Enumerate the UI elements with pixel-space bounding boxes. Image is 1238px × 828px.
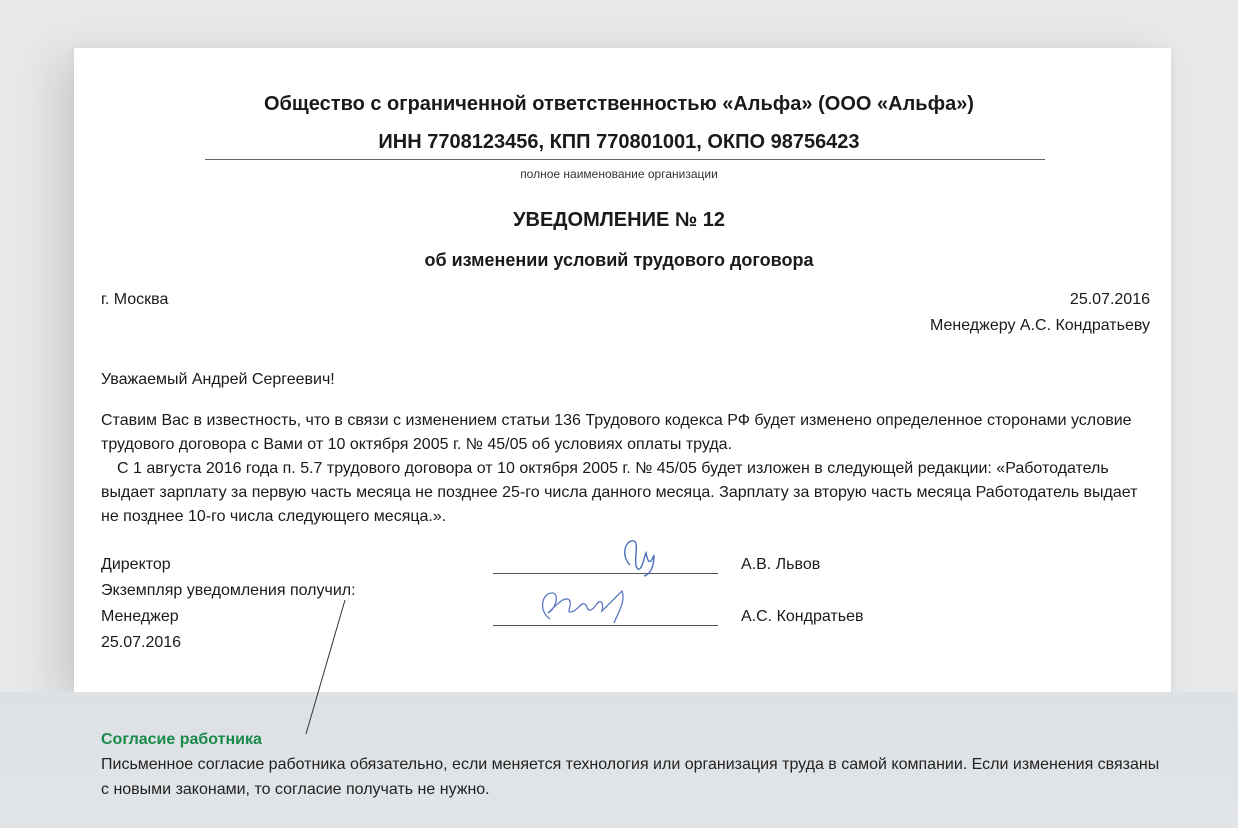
employee-position: Менеджер <box>101 608 179 625</box>
employee-signature-icon <box>530 583 660 629</box>
paragraph-1: Ставим Вас в известность, что в связи с изменением статьи 136 Трудового кодекса РФ будет изменено определенное сторонами условие трудового договора с Вами от 10 октября 2005 г. № 45/05 об условиях оплаты труда. <box>101 412 1132 453</box>
note-text: Письменное согласие работника обязательно, если меняется технология или организация труда в самой компании. Если изменения связаны с новыми законами, то согласие получать не нужно. <box>101 756 1160 798</box>
city: г. Москва <box>101 291 169 308</box>
organization-caption: полное наименование организации <box>520 167 718 181</box>
director-name: А.В. Львов <box>741 556 821 573</box>
paragraph-2: С 1 августа 2016 года п. 5.7 трудового договора от 10 октября 2005 г. № 45/05 будет изложен в следующей редакции: «Работодатель выдает зарплату за первую часть месяца не позднее 25-го числа данного месяца. Зарплату за вторую часть месяца Работодатель выдает не позднее 10-го числа следующего месяца.». <box>101 460 1138 525</box>
received-date: 25.07.2016 <box>101 634 182 651</box>
employee-name: А.С. Кондратьев <box>741 608 864 625</box>
callout-pointer <box>300 600 350 740</box>
document-date: 25.07.2016 <box>1069 291 1150 308</box>
director-signature-line <box>493 573 718 574</box>
greeting: Уважаемый Андрей Сергеевич! <box>101 371 335 388</box>
document-title: УВЕДОМЛЕНИЕ № 12 <box>513 209 725 231</box>
organization-codes: ИНН 7708123456, КПП 770801001, ОКПО 98756423 <box>378 131 860 153</box>
director-signature-icon <box>610 535 670 577</box>
director-label: Директор <box>101 556 171 573</box>
document-subtitle: об изменении условий трудового договора <box>424 250 814 270</box>
addressee: Менеджеру А.С. Кондратьеву <box>930 317 1150 334</box>
received-label: Экземпляр уведомления получил: <box>101 582 356 599</box>
header-underline <box>205 159 1045 160</box>
note-title: Согласие работника <box>101 731 262 748</box>
organization-name: Общество с ограниченной ответственностью «Альфа» (ООО «Альфа») <box>264 93 974 115</box>
